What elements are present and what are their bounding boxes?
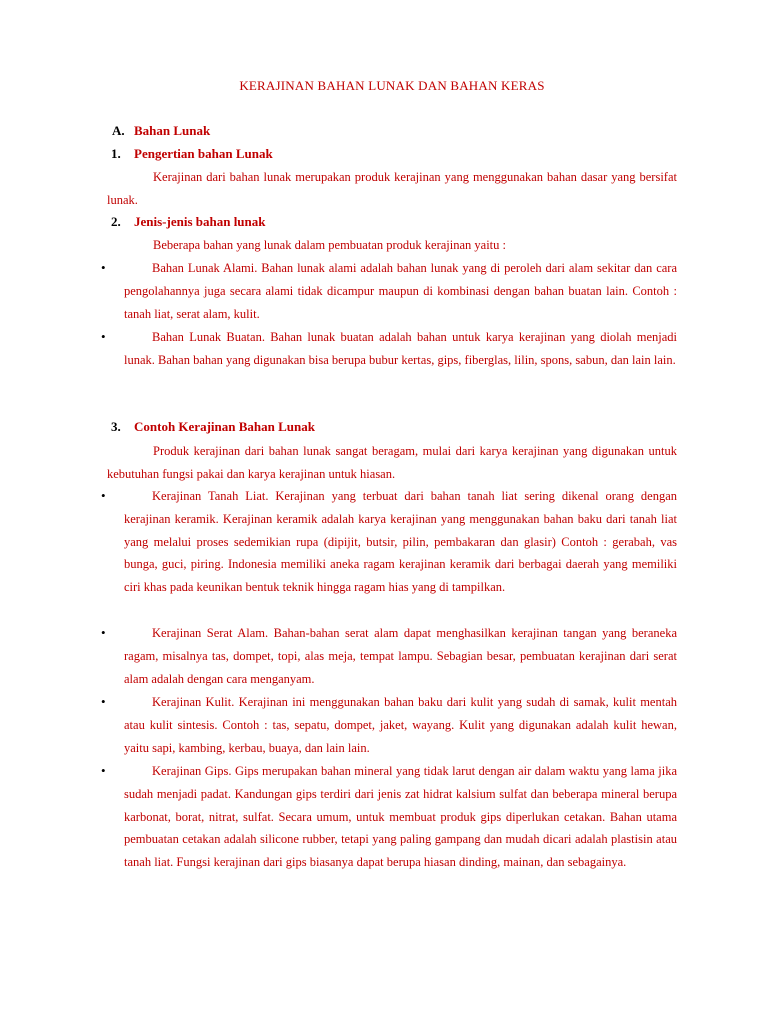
bullet-icon: • [101, 694, 106, 709]
section-1-label: 1. [111, 146, 121, 161]
list-item: Kerajinan Serat Alam. Bahan-bahan serat alam dapat menghasilkan kerajinan tangan yang beraneka ragam, misalnya tas, dompet, topi, alas meja, tempat lampu. Sebagian besar, pembuatan kerajinan dari serat alam adalah dengan cara menganyam. [124, 626, 677, 686]
section-3-label: 3. [111, 419, 121, 434]
list-item: Bahan Lunak Alami. Bahan lunak alami adalah bahan lunak yang di peroleh dari alam sekitar dan cara pengolahannya juga secara alami tidak dicampur maupun di kombinasi dengan bahan buatan lain. Contoh : tanah liat, serat alam, kulit. [124, 261, 677, 321]
section-1-heading [111, 146, 273, 162]
section-1-paragraph: Kerajinan dari bahan lunak merupakan produk kerajinan yang menggunakan bahan dasar yang bersifat lunak. [107, 170, 677, 207]
section-2-label: 2. [111, 214, 121, 229]
section-3-heading [111, 419, 315, 435]
list-item: Kerajinan Gips. Gips merupakan bahan mineral yang tidak larut dengan air dalam waktu yang lama jika sudah menjadi padat. Kandungan gips terdiri dari jenis zat hidrat kalsium sulfat dan beberapa mineral berupa karbonat, borat, nitrat, sulfat. Secara umum, untuk membuat produk gips diperlukan cetakan. Bahan utama pembuatan cetakan adalah silicone rubber, tetapi yang paling gampang dan mudah dicari adalah plastisin atau tanah liat. Fungsi kerajinan dari gips biasanya dapat berupa hiasan dinding, mainan, dan sebagainya. [124, 764, 677, 870]
section-a-heading [112, 123, 210, 139]
bullet-icon: • [101, 763, 106, 778]
document-title: KERAJINAN BAHAN LUNAK DAN BAHAN KERAS [239, 78, 545, 93]
list-item: Bahan Lunak Buatan. Bahan lunak buatan adalah bahan untuk karya kerajinan yang diolah menjadi lunak. Bahan bahan yang digunakan bisa berupa bubur kertas, gips, fiberglas, lilin, spons, sabun, dan lain lain. [124, 330, 677, 367]
section-3-title: Contoh Kerajinan Bahan Lunak [134, 419, 315, 434]
section-2-intro: Beberapa bahan yang lunak dalam pembuatan produk kerajinan yaitu : [153, 238, 506, 252]
bullet-icon: • [101, 625, 106, 640]
bullet-icon: • [101, 260, 106, 275]
section-3-intro: Produk kerajinan dari bahan lunak sangat beragam, mulai dari karya kerajinan yang digunakan untuk kebutuhan fungsi pakai dan karya kerajinan untuk hiasan. [107, 444, 677, 481]
section-2-title: Jenis-jenis bahan lunak [134, 214, 266, 229]
list-item: Kerajinan Kulit. Kerajinan ini menggunakan bahan baku dari kulit yang sudah di samak, kulit mentah atau kulit sintesis. Contoh : tas, sepatu, dompet, jaket, wayang. Kulit yang digunakan adalah kulit hewan, yaitu sapi, kambing, kerbau, buaya, dan lain lain. [124, 695, 677, 755]
section-1-title: Pengertian bahan Lunak [134, 146, 273, 161]
bullet-icon: • [101, 488, 106, 503]
section-a-title: Bahan Lunak [134, 123, 211, 138]
section-2-heading [111, 214, 266, 230]
section-a-label: A. [112, 123, 125, 138]
list-item: Kerajinan Tanah Liat. Kerajinan yang terbuat dari bahan tanah liat sering dikenal orang dengan kerajinan keramik. Kerajinan keramik adalah karya kerajinan yang menggunakan bahan baku dari tanah liat yang melalui proses sedemikian rupa (dipijit, butsir, pilin, pembakaran dan glasir) Contoh : gerabah, vas bunga, guci, piring. Indonesia memiliki aneka ragam kerajinan keramik dari berbagai daerah yang memiliki ciri khas pada keunikan bentuk teknik hingga ragam hias yang di tampilkan. [124, 489, 677, 595]
bullet-icon: • [101, 329, 106, 344]
